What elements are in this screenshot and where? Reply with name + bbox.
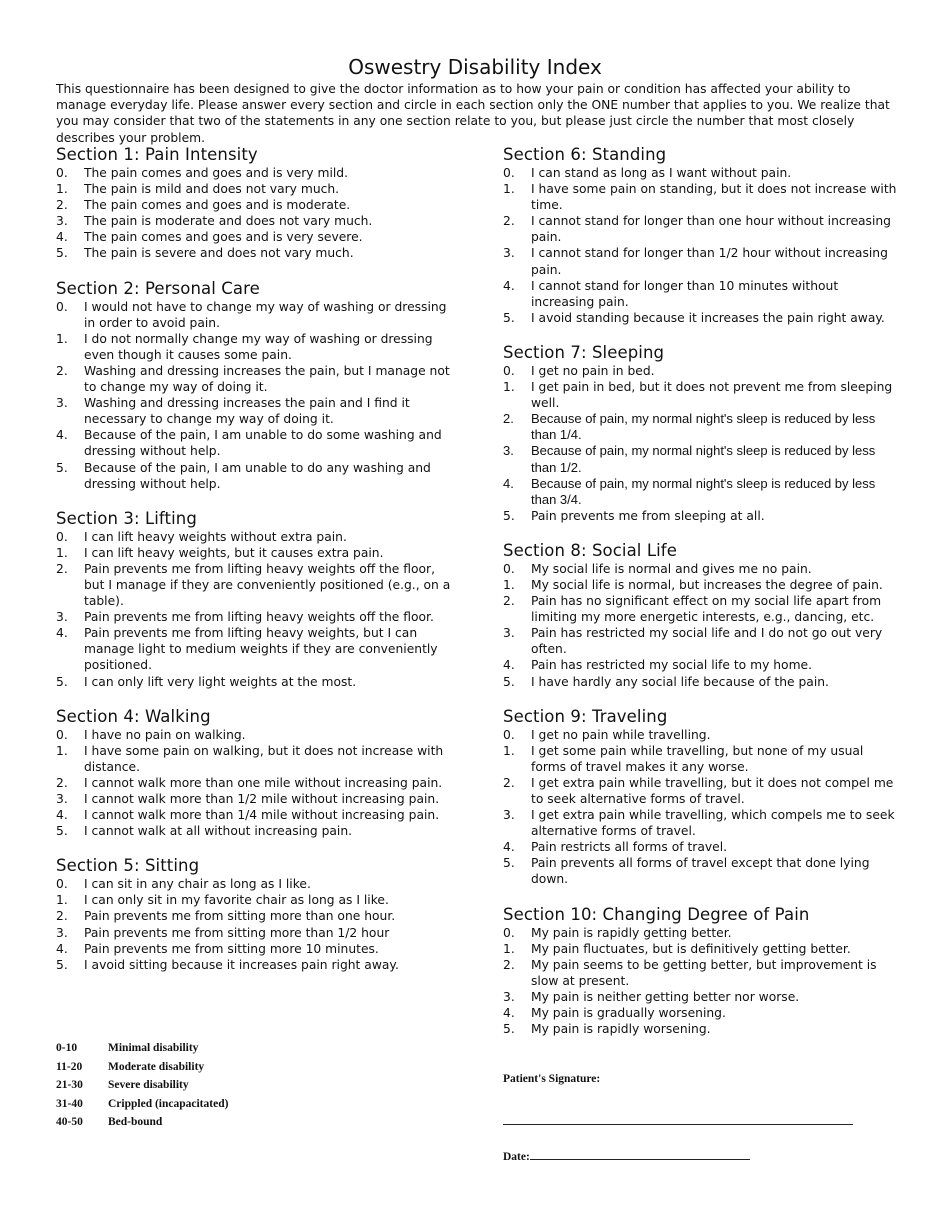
option-item[interactable] bbox=[503, 1021, 898, 1037]
option-number[interactable]: 2. bbox=[503, 411, 514, 427]
questionnaire-section bbox=[503, 706, 898, 888]
option-item[interactable] bbox=[503, 363, 898, 379]
option-item[interactable] bbox=[56, 363, 456, 395]
option-item[interactable] bbox=[503, 657, 898, 673]
option-number[interactable]: 5. bbox=[503, 674, 515, 689]
option-item[interactable] bbox=[503, 443, 898, 475]
section-heading: Section 6: Standing bbox=[503, 145, 667, 164]
option-number[interactable]: 1. bbox=[56, 893, 68, 908]
option-text: I have some pain on walking, but it does not increase with distance. bbox=[84, 743, 444, 774]
score-legend bbox=[56, 1042, 228, 1135]
option-number[interactable]: 3. bbox=[503, 626, 515, 641]
option-item[interactable] bbox=[503, 310, 898, 326]
option-item[interactable] bbox=[56, 791, 456, 807]
option-text: I cannot walk more than one mile without increasing pain. bbox=[84, 775, 443, 790]
option-number[interactable]: 3. bbox=[56, 396, 68, 411]
option-text: Pain restricts all forms of travel. bbox=[531, 840, 728, 855]
option-text: Pain has restricted my social life and I do not go out very often. bbox=[531, 626, 883, 657]
option-text: Washing and dressing increases the pain, but I manage not to change my way of doing it. bbox=[84, 363, 450, 395]
questionnaire-section bbox=[56, 855, 456, 973]
option-text: I can lift heavy weights without extra pain. bbox=[84, 529, 347, 544]
option-number[interactable]: 0. bbox=[503, 727, 515, 742]
option-item[interactable] bbox=[56, 876, 456, 892]
option-item[interactable] bbox=[56, 181, 456, 197]
option-item[interactable] bbox=[503, 727, 898, 743]
option-item[interactable] bbox=[56, 165, 456, 181]
questionnaire-section bbox=[503, 144, 898, 326]
option-number[interactable]: 4. bbox=[503, 1006, 515, 1021]
option-number[interactable]: 2. bbox=[503, 775, 515, 790]
section-options bbox=[503, 363, 898, 524]
option-text: The pain comes and goes and is moderate. bbox=[84, 198, 351, 213]
option-item[interactable] bbox=[56, 561, 456, 609]
option-text: I have some pain on standing, but it does not increase with time. bbox=[531, 182, 897, 213]
option-item[interactable] bbox=[56, 229, 456, 245]
option-number[interactable]: 2. bbox=[56, 198, 68, 213]
option-item[interactable] bbox=[56, 625, 456, 673]
option-text: Pain has restricted my social life to my home. bbox=[531, 658, 813, 673]
option-item[interactable] bbox=[503, 577, 898, 593]
option-text: The pain is mild and does not vary much. bbox=[84, 182, 340, 197]
section-options bbox=[56, 165, 456, 262]
questionnaire-section bbox=[503, 540, 898, 690]
option-number[interactable]: 4. bbox=[56, 626, 68, 641]
option-item[interactable] bbox=[503, 925, 898, 941]
option-number[interactable]: 3. bbox=[503, 246, 515, 261]
option-number[interactable]: 4. bbox=[56, 428, 68, 443]
date-line[interactable] bbox=[530, 1149, 750, 1160]
option-text: Because of the pain, I am unable to do some washing and dressing without help. bbox=[84, 428, 442, 459]
option-text: I can lift heavy weights, but it causes extra pain. bbox=[84, 545, 384, 560]
option-number[interactable]: 2. bbox=[503, 214, 515, 229]
option-text: The pain is severe and does not vary much. bbox=[84, 246, 354, 261]
option-number[interactable]: 0. bbox=[56, 529, 68, 544]
option-item[interactable] bbox=[503, 855, 898, 887]
option-item[interactable] bbox=[503, 165, 898, 181]
option-number[interactable]: 1. bbox=[503, 182, 515, 197]
questionnaire-section bbox=[56, 706, 456, 840]
section-options bbox=[503, 165, 898, 326]
section-heading: Section 1: Pain Intensity bbox=[56, 145, 258, 164]
option-number[interactable]: 4. bbox=[56, 808, 68, 823]
section-options bbox=[503, 925, 898, 1038]
section-heading: Section 5: Sitting bbox=[56, 856, 200, 876]
option-text: I cannot stand for longer than 10 minutes without increasing pain. bbox=[531, 278, 839, 309]
section-heading: Section 4: Walking bbox=[56, 706, 211, 726]
option-number[interactable]: 5. bbox=[56, 246, 68, 261]
option-text: The pain comes and goes and is very severe. bbox=[84, 230, 363, 245]
option-item[interactable] bbox=[503, 508, 898, 524]
option-item[interactable] bbox=[503, 561, 898, 577]
right-column bbox=[503, 144, 898, 1053]
option-text: Pain prevents me from sitting more than one hour. bbox=[84, 909, 396, 924]
option-text: I cannot stand for longer than one hour without increasing pain. bbox=[531, 214, 891, 245]
option-item[interactable] bbox=[56, 925, 456, 941]
option-text: Because of pain, my normal night's sleep is reduced by less than 1/2. bbox=[531, 443, 876, 475]
option-item[interactable] bbox=[503, 181, 898, 213]
option-number[interactable]: 5. bbox=[503, 508, 515, 523]
option-item[interactable] bbox=[503, 593, 898, 625]
score-row bbox=[56, 1042, 228, 1061]
questionnaire-section bbox=[503, 342, 898, 524]
option-text: I cannot stand for longer than 1/2 hour without increasing pain. bbox=[531, 246, 888, 277]
option-text: Pain prevents me from sitting more 10 minutes. bbox=[84, 941, 379, 956]
option-number[interactable]: 0. bbox=[56, 877, 68, 892]
option-number[interactable]: 0. bbox=[56, 727, 68, 742]
section-heading: Section 7: Sleeping bbox=[503, 342, 665, 362]
option-item[interactable] bbox=[56, 807, 456, 823]
option-text: I avoid standing because it increases the pain right away. bbox=[531, 310, 885, 325]
option-number[interactable]: 2. bbox=[503, 594, 515, 609]
score-label: Moderate disability bbox=[108, 1060, 205, 1073]
option-number[interactable]: 3. bbox=[56, 925, 68, 940]
option-text: I can stand as long as I want without pain. bbox=[531, 166, 792, 180]
score-row bbox=[56, 1061, 228, 1080]
option-item[interactable] bbox=[503, 1005, 898, 1021]
option-text: Washing and dressing increases the pain and I find it necessary to change my way of doing it. bbox=[84, 396, 410, 427]
section-options bbox=[56, 299, 456, 492]
questionnaire-section bbox=[56, 278, 456, 492]
score-range: 40-50 bbox=[56, 1116, 83, 1129]
option-item[interactable] bbox=[56, 197, 456, 213]
option-number[interactable]: 4. bbox=[503, 658, 515, 673]
option-number[interactable]: 5. bbox=[56, 460, 68, 475]
option-text: Pain has no significant effect on my social life apart from limiting my more energetic interests, e.g., dancing, etc. bbox=[531, 594, 882, 625]
option-item[interactable] bbox=[56, 727, 456, 743]
option-number[interactable]: 3. bbox=[56, 214, 68, 229]
option-number[interactable]: 4. bbox=[503, 475, 514, 491]
option-number[interactable]: 0. bbox=[503, 561, 515, 576]
option-number[interactable]: 0. bbox=[56, 299, 68, 314]
option-text: My pain fluctuates, but is definitively getting better. bbox=[531, 941, 851, 956]
option-text: My social life is normal and gives me no pain. bbox=[531, 561, 812, 576]
option-item[interactable] bbox=[503, 476, 898, 508]
date-label: Date: bbox=[503, 1151, 530, 1163]
option-number[interactable]: 3. bbox=[56, 610, 68, 625]
option-item[interactable] bbox=[56, 957, 456, 973]
option-number[interactable]: 4. bbox=[56, 941, 68, 956]
option-text: I can only sit in my favorite chair as long as I like. bbox=[84, 893, 389, 908]
option-number[interactable]: 0. bbox=[503, 363, 515, 378]
section-heading: Section 10: Changing Degree of Pain bbox=[503, 904, 810, 924]
option-text: I can sit in any chair as long as I like. bbox=[84, 877, 311, 892]
left-column bbox=[56, 144, 456, 989]
option-item[interactable] bbox=[503, 941, 898, 957]
option-number[interactable]: 2. bbox=[56, 909, 68, 924]
option-number[interactable]: 0. bbox=[503, 166, 515, 180]
option-text: Pain prevents me from sleeping at all. bbox=[531, 508, 765, 523]
section-heading: Section 8: Social Life bbox=[503, 540, 677, 560]
option-text: My pain seems to be getting better, but improvement is slow at present. bbox=[531, 957, 877, 988]
option-item[interactable] bbox=[56, 674, 456, 690]
option-item[interactable] bbox=[56, 892, 456, 908]
option-text: I have no pain on walking. bbox=[84, 727, 246, 742]
date-field bbox=[503, 1149, 750, 1163]
option-item[interactable] bbox=[56, 545, 456, 561]
option-item[interactable] bbox=[503, 245, 898, 277]
option-item[interactable] bbox=[56, 395, 456, 427]
option-number[interactable]: 0. bbox=[503, 925, 515, 940]
option-text: I can only lift very light weights at the most. bbox=[84, 674, 357, 689]
option-number[interactable]: 2. bbox=[56, 775, 68, 790]
option-item[interactable] bbox=[503, 278, 898, 310]
option-number[interactable]: 2. bbox=[503, 957, 515, 972]
page-title: Oswestry Disability Index bbox=[348, 55, 602, 79]
option-item[interactable] bbox=[503, 379, 898, 411]
option-number[interactable]: 2. bbox=[56, 363, 68, 378]
option-item[interactable] bbox=[56, 908, 456, 924]
option-number[interactable]: 1. bbox=[56, 182, 68, 197]
option-item[interactable] bbox=[56, 331, 456, 363]
option-item[interactable] bbox=[56, 823, 456, 839]
option-text: Pain prevents me from lifting heavy weights off the floor. bbox=[84, 610, 434, 625]
score-row bbox=[56, 1116, 228, 1135]
option-item[interactable] bbox=[56, 775, 456, 791]
option-text: My pain is rapidly getting better. bbox=[531, 925, 732, 940]
signature-label: Patient's Signature: bbox=[503, 1073, 601, 1085]
section-options bbox=[503, 727, 898, 888]
score-range: 11-20 bbox=[56, 1060, 83, 1073]
option-number[interactable]: 1. bbox=[503, 941, 515, 956]
option-text: I cannot walk at all without increasing pain. bbox=[84, 824, 353, 839]
option-item[interactable] bbox=[56, 427, 456, 459]
option-item[interactable] bbox=[503, 775, 898, 807]
option-number[interactable]: 3. bbox=[56, 792, 68, 806]
option-item[interactable] bbox=[503, 989, 898, 1005]
section-heading: Section 2: Personal Care bbox=[56, 278, 260, 298]
option-text: The pain is moderate and does not vary much. bbox=[84, 214, 373, 229]
option-item[interactable] bbox=[56, 609, 456, 625]
option-number[interactable]: 4. bbox=[503, 840, 515, 855]
option-number[interactable]: 4. bbox=[503, 278, 515, 293]
option-number[interactable]: 1. bbox=[56, 545, 68, 560]
option-number[interactable]: 3. bbox=[503, 808, 515, 823]
option-item[interactable] bbox=[503, 957, 898, 989]
option-number[interactable]: 0. bbox=[56, 166, 68, 180]
section-options bbox=[56, 876, 456, 973]
option-text: I get pain in bed, but it does not prevent me from sleeping well. bbox=[531, 380, 893, 411]
score-row bbox=[56, 1098, 228, 1117]
option-text: My pain is gradually worsening. bbox=[531, 1006, 726, 1021]
option-text: I cannot walk more than 1/4 mile without increasing pain. bbox=[84, 808, 440, 823]
option-item[interactable] bbox=[56, 743, 456, 775]
score-row bbox=[56, 1079, 228, 1098]
option-item[interactable] bbox=[503, 743, 898, 775]
option-text: The pain comes and goes and is very mild. bbox=[84, 166, 349, 180]
score-range: 31-40 bbox=[56, 1097, 83, 1110]
option-item[interactable] bbox=[56, 245, 456, 261]
option-number[interactable]: 1. bbox=[503, 577, 515, 592]
option-text: Pain prevents me from lifting heavy weights, but I can manage light to medium weights if they are conveniently positioned. bbox=[84, 626, 438, 673]
section-options bbox=[56, 529, 456, 690]
option-number[interactable]: 5. bbox=[503, 856, 515, 871]
option-text: I have hardly any social life because of the pain. bbox=[531, 674, 829, 689]
score-range: 0-10 bbox=[56, 1042, 78, 1054]
score-label: Crippled (incapacitated) bbox=[108, 1097, 229, 1110]
option-text: I get no pain while travelling. bbox=[531, 727, 711, 742]
option-item[interactable] bbox=[503, 674, 898, 690]
score-range: 21-30 bbox=[56, 1079, 83, 1092]
section-heading: Section 3: Lifting bbox=[56, 508, 197, 528]
questionnaire-section bbox=[56, 508, 456, 690]
option-number[interactable]: 5. bbox=[56, 674, 68, 689]
questionnaire-section bbox=[503, 904, 898, 1038]
option-text: I get extra pain while travelling, which compels me to seek alternative forms of travel. bbox=[531, 808, 895, 839]
questionnaire-section bbox=[56, 144, 456, 262]
option-number[interactable]: 5. bbox=[503, 1022, 515, 1037]
section-options bbox=[56, 727, 456, 840]
option-item[interactable] bbox=[503, 625, 898, 657]
option-number[interactable]: 4. bbox=[56, 230, 68, 245]
score-label: Bed-bound bbox=[108, 1116, 163, 1129]
option-text: My pain is rapidly worsening. bbox=[531, 1022, 711, 1037]
option-number[interactable]: 3. bbox=[503, 443, 514, 459]
option-text: Pain prevents me from sitting more than 1/2 hour bbox=[84, 925, 390, 940]
option-item[interactable] bbox=[56, 213, 456, 229]
option-text: I do not normally change my way of washing or dressing even though it causes some pain. bbox=[84, 331, 433, 362]
option-text: My pain is neither getting better nor worse. bbox=[531, 989, 800, 1004]
option-text: I get some pain while travelling, but none of my usual forms of travel makes it any worse. bbox=[531, 743, 864, 774]
option-text: My social life is normal, but increases the degree of pain. bbox=[531, 577, 883, 592]
option-number[interactable]: 1. bbox=[503, 743, 515, 758]
option-item[interactable] bbox=[503, 807, 898, 839]
section-options bbox=[503, 561, 898, 690]
option-text: Because of pain, my normal night's sleep is reduced by less than 3/4. bbox=[531, 475, 876, 507]
option-item[interactable] bbox=[503, 839, 898, 855]
option-number[interactable]: 1. bbox=[56, 331, 68, 346]
option-text: I get extra pain while travelling, but it does not compel me to seek alternative forms of travel. bbox=[531, 775, 894, 806]
option-number[interactable]: 5. bbox=[56, 957, 68, 972]
option-number[interactable]: 5. bbox=[56, 824, 68, 839]
option-text: I get no pain in bed. bbox=[531, 363, 655, 378]
option-text: I avoid sitting because it increases pain right away. bbox=[84, 957, 399, 972]
option-number[interactable]: 1. bbox=[56, 743, 68, 758]
option-text: Because of the pain, I am unable to do any washing and dressing without help. bbox=[84, 460, 431, 491]
option-text: Because of pain, my normal night's sleep is reduced by less than 1/4. bbox=[531, 411, 876, 443]
option-number[interactable]: 3. bbox=[503, 989, 515, 1004]
option-text: I would not have to change my way of washing or dressing in order to avoid pain. bbox=[84, 299, 447, 330]
score-label: Severe disability bbox=[108, 1079, 189, 1092]
option-item[interactable] bbox=[503, 213, 898, 245]
signature-line[interactable] bbox=[503, 1124, 853, 1125]
option-text: Pain prevents me from lifting heavy weights off the floor, but I manage if they are conveniently positioned (e.g., on a table). bbox=[84, 561, 451, 609]
option-item[interactable] bbox=[56, 460, 456, 492]
option-item[interactable] bbox=[56, 299, 456, 331]
option-text: Pain prevents all forms of travel except that done lying down. bbox=[531, 856, 870, 887]
option-text: I cannot walk more than 1/2 mile without increasing pain. bbox=[84, 792, 440, 806]
option-number[interactable]: 2. bbox=[56, 561, 68, 576]
intro-paragraph: This questionnaire has been designed to give the doctor information as to how your pain or condition has affected your ability to manage everyday life. Please answer every section and circle in each section only the ONE number that applies to you. We realize that you may consider that two of the statements in any one section relate to you, but please just circle the number that most closely describes your problem. bbox=[56, 82, 890, 145]
section-heading: Section 9: Traveling bbox=[503, 706, 668, 726]
option-item[interactable] bbox=[503, 411, 898, 443]
option-item[interactable] bbox=[56, 941, 456, 957]
option-number[interactable]: 1. bbox=[503, 380, 515, 395]
option-number[interactable]: 5. bbox=[503, 310, 515, 325]
option-item[interactable] bbox=[56, 529, 456, 545]
score-label: Minimal disability bbox=[108, 1042, 199, 1054]
